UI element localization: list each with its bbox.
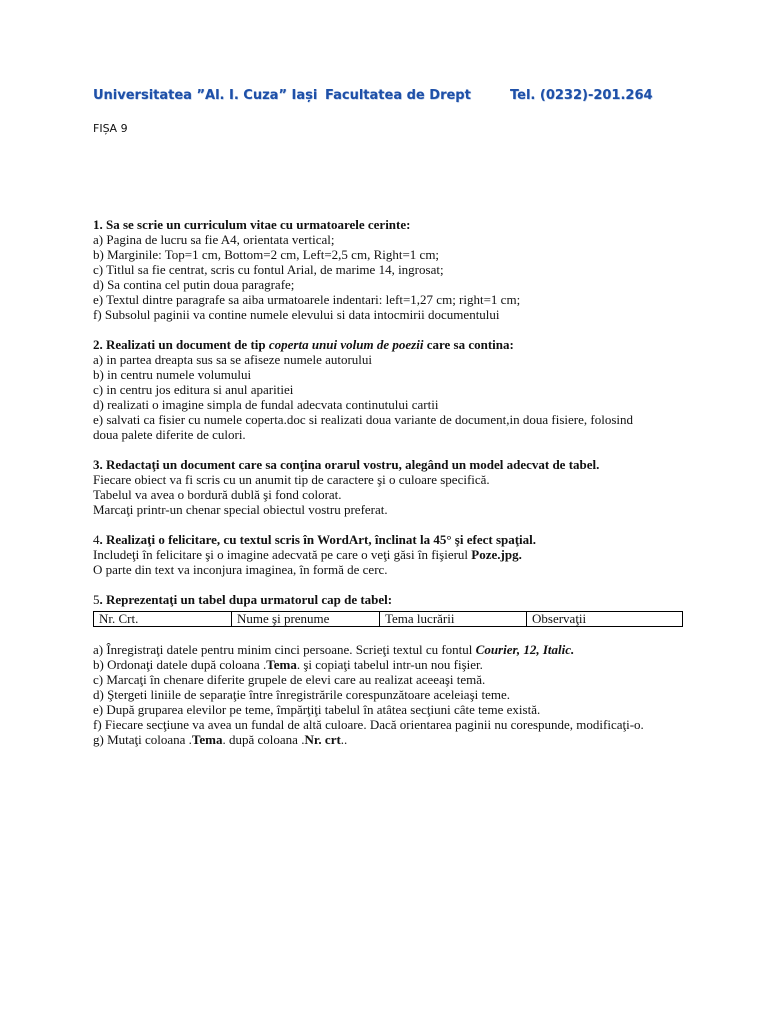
- section-1-item-e: e) Textul dintre paragrafe sa aiba urmatoarele indentari: left=1,27 cm; right=1 cm;: [93, 292, 521, 307]
- section-2-title-end: care sa contina:: [423, 337, 514, 352]
- table-header-cell: Tema lucrării: [380, 612, 527, 627]
- table-header-cell: Nume şi prenume: [232, 612, 380, 627]
- section-5-item-g: [93, 732, 693, 747]
- section-1-title: 1. Sa se scrie un curriculum vitae cu urmatoarele cerinte:: [93, 217, 411, 232]
- section-1-item-b: b) Marginile: Top=1 cm, Bottom=2 cm, Left=2,5 cm, Right=1 cm;: [93, 247, 440, 262]
- section-1: [93, 217, 693, 322]
- section-4-title: [93, 532, 693, 547]
- section-5-item-b-start: b) Ordonaţi datele după coloana .: [93, 657, 267, 672]
- section-1-item-d: d) Sa contina cel putin doua paragrafe;: [93, 277, 295, 292]
- section-2-title-italic: coperta unui volum de poezii: [268, 337, 424, 352]
- section-2-item-a: a) in partea dreapta sus sa se afiseze numele autorului: [93, 352, 373, 367]
- section-5-item-b-end: . şi copiaţi tabelul intr-un nou fişier.: [296, 657, 483, 672]
- section-2-item-c: c) in centru jos editura si anul aparitiei: [93, 382, 294, 397]
- section-4-line-2: O parte din text va inconjura imaginea, în formă de cerc.: [93, 562, 388, 577]
- section-3-line-1: Fiecare obiect va fi scris cu un anumit tip de caractere şi o culoare specifică.: [93, 472, 490, 487]
- section-4-line-1-text: Includeţi în felicitare şi o imagine adecvată pe care o veţi găsi în fişierul: [93, 547, 472, 562]
- section-5-item-d: d) Ştergeti liniile de separaţie între înregistrările corespunzătoare aceleiaşi teme.: [93, 687, 511, 702]
- section-2: [93, 337, 693, 442]
- section-2-title: [93, 337, 693, 352]
- section-4-filename: Poze.jpg.: [471, 547, 522, 562]
- section-1-item-c: c) Titlul sa fie centrat, scris cu fontul Arial, de marime 14, ingrosat;: [93, 262, 444, 277]
- section-4: [93, 532, 693, 577]
- section-5-number: 5: [93, 592, 100, 607]
- section-5-font-spec: Courier, 12, Italic.: [475, 642, 575, 657]
- section-5-item-f: f) Fiecare secţiune va avea un fundal de altă culoare. Dacă orientarea paginii nu corespunde, modificaţi-o.: [93, 717, 644, 732]
- header-table: [93, 611, 683, 627]
- document-body: [93, 217, 693, 747]
- section-2-item-e: e) salvati ca fisier cu numele coperta.doc si realizati doua variante de document,in doua fisiere, folosind doua palete diferite de culori.: [93, 412, 634, 442]
- faculty-name: Facultatea de Drept: [325, 88, 471, 103]
- section-5-item-c: c) Marcaţi în chenare diferite grupele de elevi care au realizat aceeaşi temă.: [93, 672, 486, 687]
- section-3-line-2: Tabelul va avea o bordură dublă şi fond colorat.: [93, 487, 342, 502]
- section-1-item-f: f) Subsolul paginii va contine numele elevului si data intocmirii documentului: [93, 307, 500, 322]
- section-4-number: 4: [93, 532, 100, 547]
- section-5-item-a: [93, 642, 693, 657]
- section-5-item-g-nrcrt: Nr. crt: [304, 732, 341, 747]
- university-name: Universitatea ”Al. I. Cuza” Iași: [93, 88, 318, 103]
- section-3-title: 3. Redactaţi un document care sa conţina orarul vostru, alegând un model adecvat de tabel.: [93, 457, 600, 472]
- section-5-item-g-start: g) Mutaţi coloana .: [93, 732, 192, 747]
- section-2-title-start: 2. Realizati un document de tip: [93, 337, 269, 352]
- table-row: [94, 612, 683, 627]
- document-header: [93, 88, 693, 108]
- section-5-item-a-text: a) Înregistraţi datele pentru minim cinci persoane. Scrieţi textul cu fontul: [93, 642, 476, 657]
- table-header-cell: Nr. Crt.: [94, 612, 232, 627]
- section-4-line-1: [93, 547, 693, 562]
- table-header-cell: Observaţii: [527, 612, 683, 627]
- section-5-title-text: . Reprezentaţi un tabel dupa urmatorul cap de tabel:: [99, 592, 393, 607]
- section-2-item-d: d) realizati o imagine simpla de fundal adecvata continutului cartii: [93, 397, 439, 412]
- section-3: [93, 457, 693, 517]
- section-5-item-g-end: ..: [340, 732, 348, 747]
- section-4-title-text: . Realizaţi o felicitare, cu textul scris în WordArt, înclinat la 45° şi efect spaţial.: [99, 532, 537, 547]
- section-1-item-a: a) Pagina de lucru sa fie A4, orientata vertical;: [93, 232, 335, 247]
- sheet-label: FIȘA 9: [93, 122, 128, 135]
- section-5-item-b: [93, 657, 693, 672]
- section-3-line-3: Marcaţi printr-un chenar special obiectul vostru preferat.: [93, 502, 388, 517]
- phone-number: Tel. (0232)-201.264: [510, 88, 653, 103]
- section-5-item-e: e) După gruparea elevilor pe teme, împărţiţi tabelul în atâtea secţiuni câte teme există.: [93, 702, 541, 717]
- section-5-item-b-tema: Tema: [266, 657, 297, 672]
- section-5-title: [93, 592, 693, 607]
- section-2-item-b: b) in centru numele volumului: [93, 367, 252, 382]
- section-5: [93, 592, 693, 747]
- section-5-item-g-tema: Tema: [191, 732, 223, 747]
- section-5-item-g-mid: . după coloana .: [222, 732, 305, 747]
